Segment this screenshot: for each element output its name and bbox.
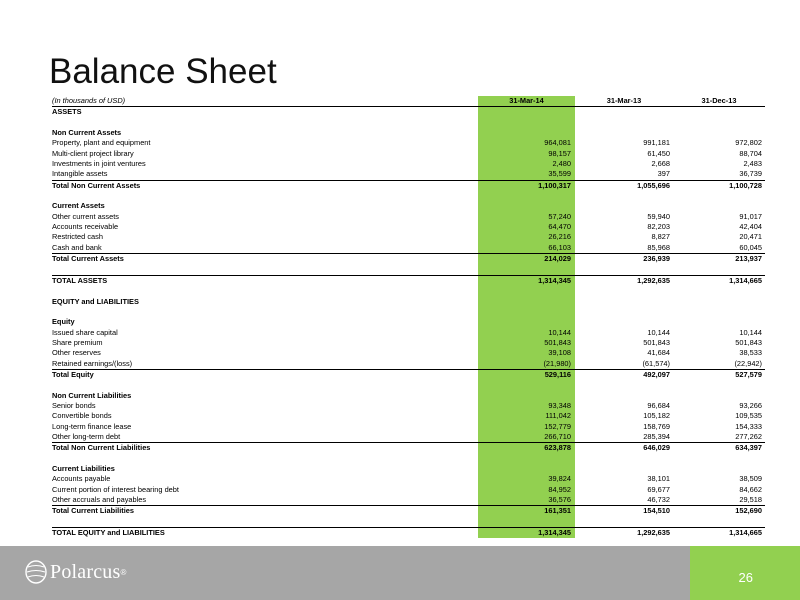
table-row	[52, 401, 765, 411]
column-header-1: 31-Mar-14	[478, 96, 575, 106]
row-value-2: 85,968	[647, 242, 670, 252]
row-value-2: 2,668	[651, 159, 670, 169]
row-value-2: 61,450	[647, 148, 670, 158]
row-value-1: 623,878	[478, 443, 575, 453]
row-label: TOTAL ASSETS	[52, 275, 108, 285]
polarcus-logo	[22, 558, 126, 586]
row-value-3: 213,937	[735, 254, 762, 264]
row-label: Current Assets	[52, 201, 105, 211]
row-value-3: 109,535	[735, 411, 762, 421]
table-row	[52, 369, 765, 380]
row-value-3: (22,942)	[734, 358, 762, 368]
table-row	[52, 275, 765, 286]
row-value-1	[478, 454, 575, 464]
row-value-1: 26,216	[478, 232, 575, 242]
row-value-3: 972,802	[735, 138, 762, 148]
row-value-3: 93,266	[739, 400, 762, 410]
table-row	[52, 391, 765, 401]
footer-bar	[0, 546, 800, 600]
table-header-row	[52, 96, 765, 107]
row-value-1	[478, 128, 575, 138]
row-value-1: 152,779	[478, 422, 575, 432]
table-row	[52, 222, 765, 232]
row-value-2: 154,510	[643, 506, 670, 516]
row-value-1: 266,710	[478, 432, 575, 442]
row-value-1: 98,157	[478, 149, 575, 159]
row-value-1: 84,952	[478, 485, 575, 495]
row-value-1: 111,042	[478, 411, 575, 421]
table-row	[52, 348, 765, 358]
row-label: Convertible bonds	[52, 411, 112, 421]
row-label: Total Current Liabilities	[52, 506, 134, 516]
row-value-3: 527,579	[735, 369, 762, 379]
row-value-1: 161,351	[478, 506, 575, 516]
row-value-1: (21,980)	[478, 359, 575, 369]
row-value-3: 38,509	[739, 474, 762, 484]
table-row	[52, 380, 765, 390]
row-value-1: 1,314,345	[478, 528, 575, 538]
row-value-1	[478, 391, 575, 401]
row-value-1: 64,470	[478, 222, 575, 232]
row-value-1: 501,843	[478, 338, 575, 348]
table-row	[52, 464, 765, 474]
balance-sheet-table	[52, 96, 765, 538]
row-value-1: 39,108	[478, 348, 575, 358]
polarcus-globe-icon	[22, 558, 48, 586]
row-label: ASSETS	[52, 107, 82, 117]
row-value-3: 88,704	[739, 148, 762, 158]
table-row	[52, 432, 765, 442]
table-row	[52, 253, 765, 264]
row-label: Current Liabilities	[52, 464, 115, 474]
row-value-3: 60,045	[739, 242, 762, 252]
row-value-3: 38,533	[739, 348, 762, 358]
row-value-2: 158,769	[643, 421, 670, 431]
table-row	[52, 317, 765, 327]
row-value-2: 105,182	[643, 411, 670, 421]
table-row	[52, 328, 765, 338]
table-row	[52, 307, 765, 317]
row-value-1: 93,348	[478, 401, 575, 411]
row-label: Non Current Assets	[52, 128, 122, 138]
row-label: Share premium	[52, 337, 103, 347]
row-value-3: 42,404	[739, 222, 762, 232]
table-row	[52, 149, 765, 159]
row-label: Senior bonds	[52, 400, 96, 410]
row-value-3: 1,314,665	[729, 528, 762, 538]
row-value-3: 501,843	[735, 337, 762, 347]
row-label: Retained earnings/(loss)	[52, 358, 133, 368]
row-value-1	[478, 201, 575, 211]
row-value-2: 8,827	[651, 232, 670, 242]
table-row	[52, 495, 765, 505]
row-value-1: 57,240	[478, 212, 575, 222]
column-header-2: 31-Mar-13	[606, 96, 642, 105]
row-value-1	[478, 118, 575, 128]
table-row	[52, 338, 765, 348]
row-value-2: 991,181	[643, 138, 670, 148]
row-value-2: 1,055,696	[637, 180, 670, 190]
table-row	[52, 422, 765, 432]
row-value-1: 66,103	[478, 243, 575, 253]
row-value-1	[478, 307, 575, 317]
row-value-2: 1,292,635	[637, 275, 670, 285]
row-value-3: 277,262	[735, 432, 762, 441]
row-value-3: 2,483	[743, 159, 762, 169]
row-value-2: 69,677	[647, 484, 670, 494]
row-value-3: 29,518	[739, 495, 762, 505]
table-row	[52, 517, 765, 527]
row-value-2: 285,394	[643, 432, 670, 441]
table-row	[52, 411, 765, 421]
row-value-1	[478, 107, 575, 117]
row-value-3: 634,397	[735, 443, 762, 453]
table-row	[52, 128, 765, 138]
brand-name: Polarcus	[50, 560, 121, 583]
row-label: Property, plant and equipment	[52, 138, 151, 148]
table-row	[52, 118, 765, 128]
row-label: EQUITY and LIABILITIES	[52, 296, 139, 306]
row-value-1	[478, 380, 575, 390]
table-row	[52, 212, 765, 222]
row-label: Accounts payable	[52, 474, 111, 484]
table-row	[52, 159, 765, 169]
table-row	[52, 474, 765, 484]
table-row	[52, 359, 765, 369]
page-number-panel	[690, 546, 800, 600]
row-value-3: 152,690	[735, 506, 762, 516]
row-label: Investments in joint ventures	[52, 159, 146, 169]
row-label: Total Non Current Assets	[52, 180, 141, 190]
row-label: Multi-client project library	[52, 148, 134, 158]
table-row	[52, 169, 765, 179]
row-value-1	[478, 286, 575, 296]
table-row	[52, 232, 765, 242]
row-value-2: 46,732	[647, 495, 670, 505]
table-row	[52, 265, 765, 275]
table-row	[52, 485, 765, 495]
table-row	[52, 201, 765, 211]
row-label: Equity	[52, 317, 75, 327]
row-value-1: 39,824	[478, 474, 575, 484]
row-value-3: 154,333	[735, 421, 762, 431]
unit-label: (In thousands of USD)	[52, 96, 126, 105]
page-number: 26	[738, 570, 753, 585]
row-label: Issued share capital	[52, 327, 118, 337]
row-label: Total Non Current Liabilities	[52, 443, 151, 453]
row-value-1	[478, 464, 575, 474]
table-row	[52, 286, 765, 296]
table-row	[52, 505, 765, 516]
row-value-1	[478, 191, 575, 201]
row-value-3: 20,471	[739, 232, 762, 242]
row-value-1: 36,576	[478, 495, 575, 505]
row-value-2: 492,097	[643, 369, 670, 379]
row-label: Total Equity	[52, 369, 94, 379]
row-value-1: 964,081	[478, 138, 575, 148]
row-label: Other accruals and payables	[52, 495, 147, 505]
table-row	[52, 180, 765, 191]
row-value-2: 10,144	[647, 327, 670, 337]
row-value-1: 529,116	[478, 370, 575, 380]
row-value-1: 2,480	[478, 159, 575, 169]
row-value-2: 646,029	[643, 443, 670, 453]
row-label: Restricted cash	[52, 232, 103, 242]
table-row	[52, 107, 765, 117]
row-value-1: 35,599	[478, 169, 575, 179]
row-value-1: 1,100,317	[478, 181, 575, 191]
row-label: Total Current Assets	[52, 254, 124, 264]
row-label: Long-term finance lease	[52, 421, 132, 431]
row-value-2: 501,843	[643, 337, 670, 347]
row-value-3: 1,100,728	[729, 180, 762, 190]
row-value-2: 397	[657, 169, 670, 179]
row-value-2: 1,292,635	[637, 528, 670, 538]
row-label: Other current assets	[52, 211, 119, 221]
row-value-2: (61,574)	[642, 358, 670, 368]
row-value-1	[478, 297, 575, 307]
row-value-3: 36,739	[739, 169, 762, 179]
row-label: Other long-term debt	[52, 432, 121, 441]
row-value-1	[478, 517, 575, 527]
row-value-3: 84,662	[739, 484, 762, 494]
column-header-3: 31-Dec-13	[701, 96, 737, 105]
page-title: Balance Sheet	[49, 52, 277, 91]
table-row	[52, 138, 765, 148]
row-value-3: 1,314,665	[729, 275, 762, 285]
row-value-2: 236,939	[643, 254, 670, 264]
row-value-1: 1,314,345	[478, 276, 575, 286]
row-value-2: 59,940	[647, 211, 670, 221]
row-label: Accounts receivable	[52, 222, 119, 232]
trademark-symbol: ®	[120, 567, 127, 577]
row-value-2: 96,684	[647, 400, 670, 410]
row-value-2: 82,203	[647, 222, 670, 232]
row-value-1	[478, 317, 575, 327]
row-value-1: 10,144	[478, 328, 575, 338]
row-label: Other reserves	[52, 348, 101, 358]
row-value-3: 10,144	[739, 327, 762, 337]
table-row	[52, 191, 765, 201]
row-label: TOTAL EQUITY and LIABILITIES	[52, 528, 165, 538]
table-body	[52, 107, 765, 538]
table-row	[52, 297, 765, 307]
row-label: Cash and bank	[52, 242, 102, 252]
row-value-1: 214,029	[478, 254, 575, 264]
row-label: Intangible assets	[52, 169, 108, 179]
row-value-2: 41,684	[647, 348, 670, 358]
row-label: Non Current Liabilities	[52, 390, 132, 400]
row-value-1	[478, 265, 575, 275]
table-row	[52, 454, 765, 464]
row-value-2: 38,101	[647, 474, 670, 484]
row-value-3: 91,017	[739, 211, 762, 221]
table-row	[52, 527, 765, 538]
row-label: Current portion of interest bearing debt	[52, 484, 179, 494]
table-row	[52, 243, 765, 253]
table-row	[52, 442, 765, 453]
